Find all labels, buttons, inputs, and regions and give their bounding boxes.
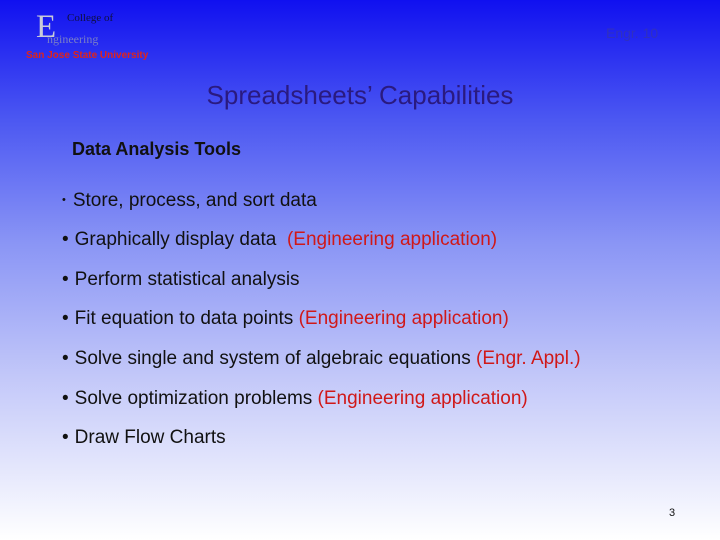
bullet-item	[62, 190, 317, 212]
bullet-item	[62, 308, 509, 330]
logo-letter: E	[36, 9, 57, 45]
slide-title: Spreadsheets’ Capabilities	[206, 80, 514, 110]
logo-engineering-text: ngineering	[47, 32, 99, 46]
bullet-text: Draw Flow Charts	[74, 427, 226, 448]
bullet-text: Fit equation to data points	[74, 308, 299, 329]
slide-subtitle: Data Analysis Tools	[72, 139, 242, 159]
bullet-note: (Engineering application)	[286, 229, 498, 250]
bullet-text: Solve single and system of algebraic equations	[74, 348, 477, 369]
bullet-marker: •	[62, 194, 66, 206]
bullet-note: (Engineering application)	[298, 308, 509, 329]
bullet-note: (Engineering application)	[317, 388, 528, 409]
bullet-marker: •	[62, 269, 69, 290]
logo-college-text: College of	[67, 12, 114, 24]
bullet-text: Solve optimization problems	[74, 388, 318, 409]
bullet-marker: •	[62, 427, 69, 448]
bullet-item	[62, 348, 581, 370]
bullet-text: Store, process, and sort data	[72, 190, 317, 211]
college-of-engineering-logo	[36, 10, 126, 44]
university-name: San Jose State University	[26, 50, 149, 61]
bullet-text: Graphically display data	[74, 229, 287, 250]
bullet-item	[62, 269, 300, 291]
bullet-marker: •	[62, 388, 69, 409]
bullet-marker: •	[62, 348, 69, 369]
bullet-item	[62, 229, 497, 251]
bullet-note: (Engr. Appl.)	[476, 348, 581, 369]
bullet-marker: •	[62, 229, 69, 250]
bullet-text: Perform statistical analysis	[74, 269, 300, 290]
bullet-item	[62, 388, 528, 410]
bullet-item	[62, 427, 226, 449]
course-label: Engr. 10	[606, 25, 659, 41]
bullet-marker: •	[62, 308, 69, 329]
page-number: 3	[669, 507, 676, 519]
